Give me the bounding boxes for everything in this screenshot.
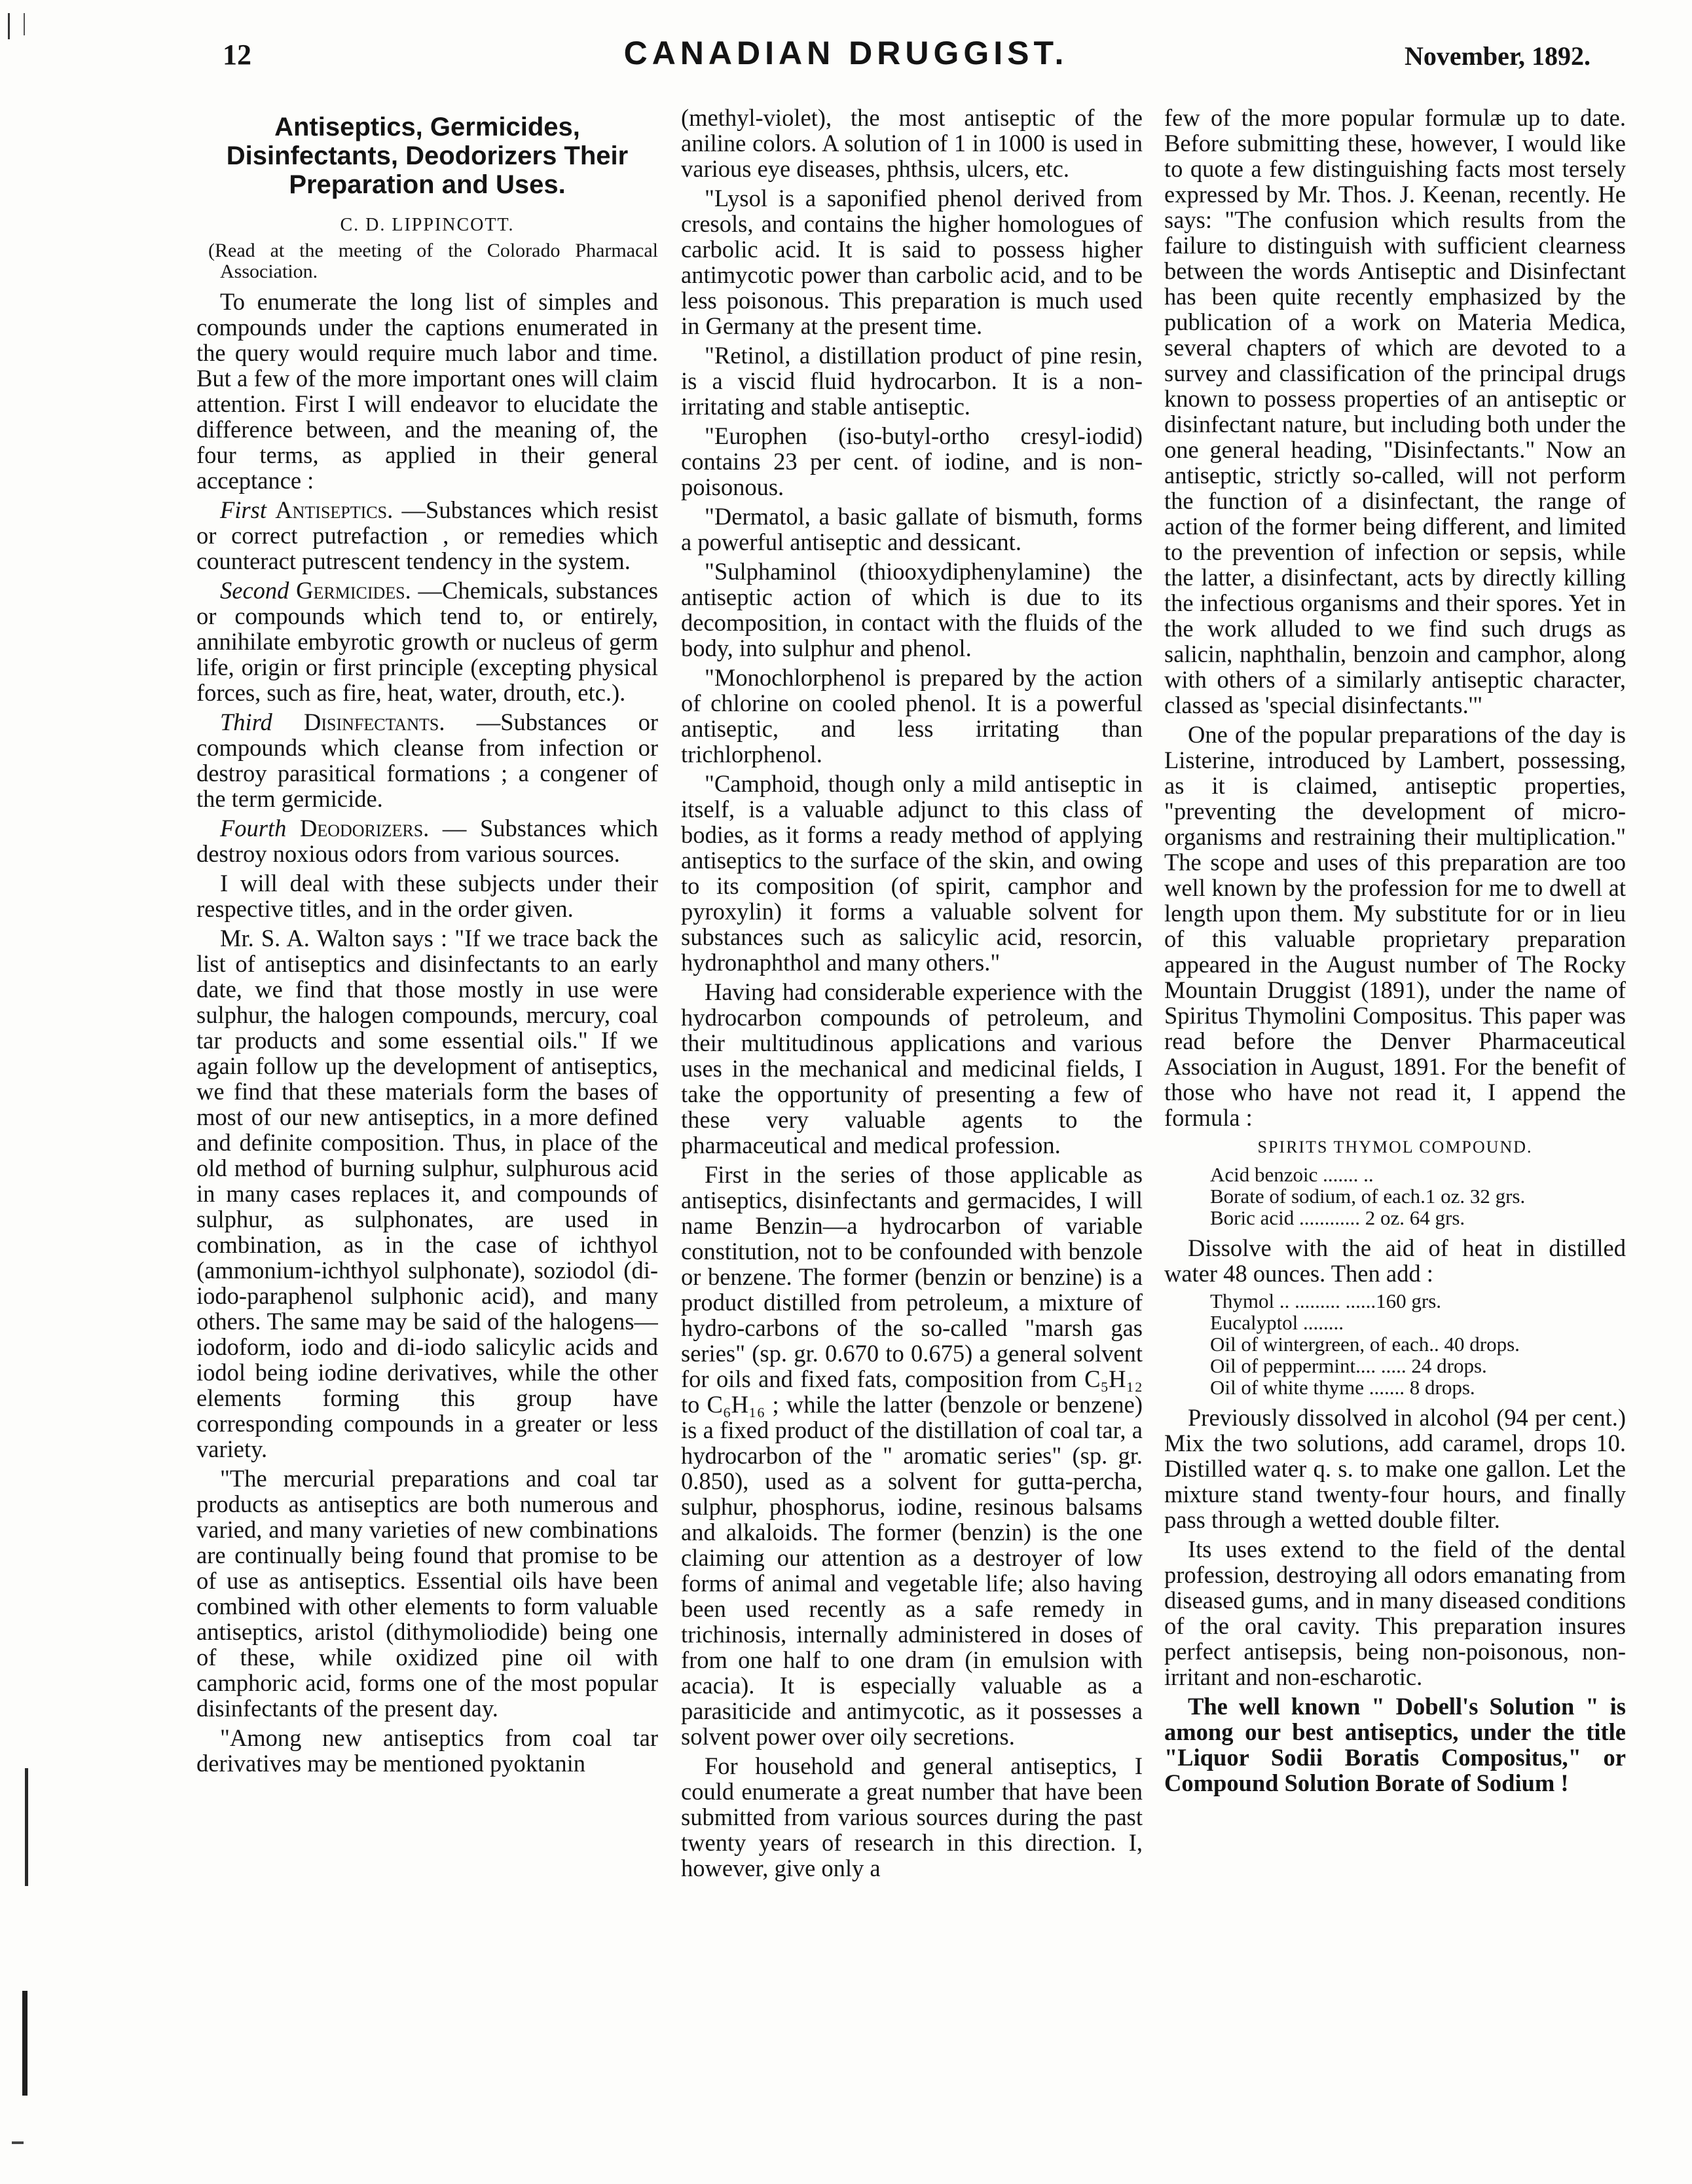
definition-second: Second Germicides. —Chemicals, substances or compounds which tend to, or entirely, annihilate embyrotic growth or nucleus of germ life, origin or first principle (excepting physical forces, such as fire, heat, water, drouth, etc.). (196, 577, 658, 706)
paragraph: "The mercurial preparations and coal tar products as antiseptics are both numerous and varied, and many varieties of new combinations are continually being found that promise to be of use as antiseptics. Essential oils have been combined with other elements to form valuable antiseptics, aristol (dithymoliodide) being one of these, while oxidized pine oil with camphoric acid, forms one of the most popular disinfectants of the present day. (196, 1465, 658, 1722)
paragraph: "Among new antiseptics from coal tar derivatives may be mentioned pyoktanin (196, 1724, 658, 1777)
paragraph: The well known " Dobell's Solution " is among our best antiseptics, under the title "Liquor Sodii Boratis Compositus," or Compound Solution Borate of Sodium ! (1164, 1693, 1626, 1796)
page-header (0, 26, 1692, 98)
column-3 (1164, 105, 1626, 2155)
paragraph: Mr. S. A. Walton says : "If we trace back the list of antiseptics and disinfectants to an early date, we find that those mostly in use were sulphur, the halogen compounds, mercury, coal tar products and some essential oils." If we again follow up the development of antiseptics, we find that these materials form the bases of most of our new antiseptics, in a more defined and definite composition. Thus, in place of the old method of burning sulphur, sulphurous acid in many cases replaces it, and compounds of sulphur, as sulphonates, are used in combination, as in the case of ichthyol (ammonium-ichthyol sulphonate), soziodol (di-iodo-paraphenol sulphonic acid), and many others. The same may be said of the halogens—iodoform, iodo and di-iodo salicylic acids and iodol being iodine derivatives, while the other elements forming this group have corresponding compounds in a greater or less variety. (196, 925, 658, 1462)
paragraph: "Europhen (iso-butyl-ortho cresyl-iodid) contains 23 per cent. of iodine, and is non-poisonous. (681, 422, 1143, 500)
paragraph: To enumerate the long list of simples and compounds under the captions enumerated in the query would require much labor and time. But a few of the more important ones will claim attention. First I will endeavor to elucidate the difference between, and the meaning of, the four terms, as applied in their general acceptance : (196, 288, 658, 494)
paragraph: One of the popular preparations of the day is Listerine, introduced by Lambert, possessing, as it is claimed, antiseptic properties, "preventing the development of micro-organisms and restraining their multiplication." The scope and uses of this preparation are too well known by the profession for me to dwell at length upon them. My substitute for or in lieu of this valuable proprietary preparation appeared in the August number of The Rocky Mountain Druggist (1891), under the name of Spiritus Thymolini Compositus. This paper was read before the Denver Pharmaceutical Association in August, 1891. For the benefit of those who have not read it, I append the formula : (1164, 721, 1626, 1131)
paragraph: For household and general antiseptics, I could enumerate a great number that have been submitted from various sources during the past twenty years of research in this direction. I, however, give only a (681, 1752, 1143, 1881)
paragraph: "Dermatol, a basic gallate of bismuth, forms a powerful antiseptic and dessicant. (681, 503, 1143, 555)
scan-marks-icon (5, 0, 31, 2181)
article-note: (Read at the meeting of the Colorado Pharmacal Association. (208, 240, 658, 282)
paragraph: "Monochlorphenol is prepared by the action of chlorine on cooled phenol. It is a powerful antiseptic, and less irritating than trichlorphenol. (681, 664, 1143, 768)
formula-line: Acid benzoic ....... .. (1210, 1163, 1374, 1186)
paragraph: Having had considerable experience with the hydrocarbon compounds of petroleum, and their multitudinous applications and various uses in the mechanical and medicinal fields, I take the opportunity of presenting a few of these very valuable agents to the pharmaceutical and medical profession. (681, 978, 1143, 1158)
column-2 (681, 105, 1143, 2155)
paragraph: (methyl-violet), the most antiseptic of the aniline colors. A solution of 1 in 1000 is used in various eye diseases, phthsis, ulcers, etc. (681, 105, 1143, 182)
paragraph: Its uses extend to the field of the dental profession, destroying all odors emanating from diseased gums, and in many diseased conditions of the oral cavity. This preparation insures perfect antisepsis, being non-poisonous, non-irritant and non-escharotic. (1164, 1536, 1626, 1690)
journal-title: CANADIAN DRUGGIST. (623, 35, 1069, 71)
page-number: 12 (223, 39, 251, 71)
column-1 (196, 105, 658, 2155)
paragraph: "Retinol, a distillation product of pine resin, is a viscid fluid hydrocarbon. It is a non-irritating and stable antiseptic. (681, 342, 1143, 420)
paragraph: Previously dissolved in alcohol (94 per cent.) Mix the two solutions, add caramel, drops 10. Distilled water q. s. to make one gallon. Let the mixture stand twenty-four hours, and finally pass through a wetted double filter. (1164, 1404, 1626, 1533)
article-author: C. D. LIPPINCOTT. (340, 215, 515, 235)
formula-line: Thymol .. ......... ......160 grs. (1210, 1289, 1442, 1312)
formula-part-2 (1210, 1290, 1626, 1398)
paragraph: "Lysol is a saponified phenol derived from cresols, and contains the higher homologues of carbolic acid. It is said to possess higher antimycotic power than carbolic acid, and to be less poisonous. This preparation is much used in Germany at the present time. (681, 185, 1143, 339)
scan-margin-marks (5, 0, 31, 2181)
article-title: Antiseptics, Germicides, Disinfectants, Deodorizers Their Preparation and Uses. (226, 113, 629, 199)
formula-title: SPIRITS THYMOL COMPOUND. (1257, 1138, 1533, 1157)
paragraph: "Camphoid, though only a mild antiseptic in itself, is a valuable adjunct to this class of bodies, as it forms a ready method of applying antiseptics to the surface of the skin, and owing to its composition (of spirit, camphor and pyroxylin) it forms a valuable solvent for substances such as salicylic acid, resorcin, hydronaphthol and many others." (681, 770, 1143, 976)
definition-first: First Antiseptics. —Substances which resist or correct putrefaction , or remedies which counteract putrescent tendency in the system. (196, 496, 658, 574)
formula-part-1 (1210, 1164, 1626, 1229)
paragraph: few of the more popular formulæ up to date. Before submitting these, however, I would like to quote a few distinguishing facts most tersely expressed by Mr. Thos. J. Keenan, recently. He says: "The confusion which results from the failure to distinguish with sufficient clearness between the words Antiseptic and Disinfectant has been quite recently emphasized by the publication of a work on Materia Medica, several chapters of which are devoted to a survey and classification of the principal drugs known to possess properties of an antiseptic or disinfectant nature, but including both under the one general heading, "Disinfectants." Now an antiseptic, strictly so-called, will not perform the function of a disinfectant, the range of action of the former being different, and limited to the prevention of infection or sepsis, while the latter, a disinfectant, acts by directly killing the infectious organisms and their spores. Yet in the work alluded to we find such drugs as salicin, naphthalin, benzoin and camphor, along with others of a similarly antiseptic character, classed as 'special disinfectants.'" (1164, 105, 1626, 718)
formula-line: Oil of wintergreen, of each.. 40 drops. (1210, 1333, 1520, 1356)
definition-fourth: Fourth Deodorizers. — Substances which destroy noxious odors from various sources. (196, 815, 658, 867)
formula-line: Boric acid ............ 2 oz. 64 grs. (1210, 1206, 1465, 1229)
formula-line: Borate of sodium, of each.1 oz. 32 grs. (1210, 1185, 1526, 1208)
formula-line: Oil of peppermint.... ..... 24 drops. (1210, 1354, 1487, 1377)
formula-line: Oil of white thyme ....... 8 drops. (1210, 1376, 1475, 1399)
paragraph: Dissolve with the aid of heat in distilled water 48 ounces. Then add : (1164, 1234, 1626, 1287)
paragraph: I will deal with these subjects under their respective titles, and in the order given. (196, 870, 658, 922)
paragraph: "Sulphaminol (thiooxydiphenylamine) the antiseptic action of which is due to its decomposition, in contact with the fluids of the body, into sulphur and phenol. (681, 558, 1143, 661)
formula-line: Eucalyptol ........ (1210, 1311, 1344, 1334)
issue-date: November, 1892. (1404, 41, 1591, 71)
definition-third: Third Disinfectants. —Substances or compounds which cleanse from infection or destroy parasitical formations ; a congener of the term germicide. (196, 709, 658, 812)
paragraph: First in the series of those applicable as antiseptics, disinfectants and germacides, I will name Benzin—a hydrocarbon of variable constitution, not to be confounded with benzole or benzene. The former (benzin or benzine) is a product distilled from petroleum, a mixture of hydro-carbons of the so-called "marsh gas series" (sp. gr. 0.670 to 0.675) a general solvent for oils and fixed fats, composition from C₅H₁₂ to C₆H₁₆ ; while the latter (benzole or benzene) is a fixed product of the distillation of coal tar, a hydrocarbon of the " aromatic series" (sp. gr. 0.850), used as a solvent for gutta-percha, sulphur, phosphorus, iodine, resinous balsams and alkaloids. The former (benzin) is the one claiming our attention as a destroyer of low forms of animal and vegetable life; also having been used recently as a safe remedy in trichinosis, internally administered in doses of from one half to one dram (in emulsion with acacia). It is especially valuable as a parasiticide and antimycotic, as it possesses a solvent power over oily secretions. (681, 1161, 1143, 1750)
